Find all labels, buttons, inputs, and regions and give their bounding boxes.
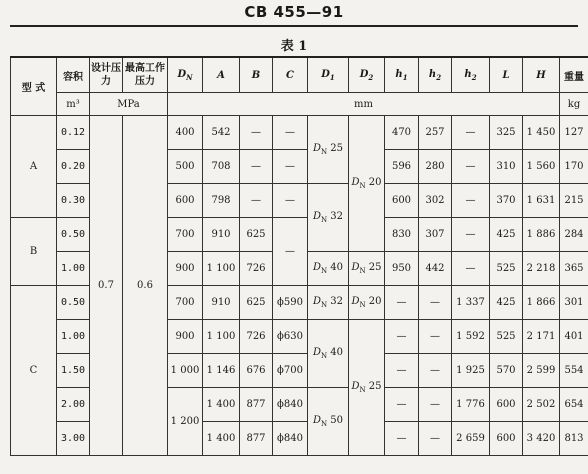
cell-d2: $D_N$ 20 xyxy=(349,286,385,320)
cell-dn: 700 xyxy=(168,286,203,320)
cell-dn: 1 000 xyxy=(168,354,203,388)
cell-h1: — xyxy=(385,422,419,456)
cell-a: 798 xyxy=(203,184,240,218)
header-volume: 容积 xyxy=(57,57,90,93)
top-rule xyxy=(10,25,578,27)
cell-weight: 654 xyxy=(560,388,588,422)
cell-h2a: 280 xyxy=(419,150,452,184)
unit-dims: mm xyxy=(168,93,560,116)
cell-d1: $D_N$ 32 xyxy=(308,184,349,252)
cell-weight: 284 xyxy=(560,218,588,252)
cell-volume: 1.00 xyxy=(57,320,90,354)
cell-c: ϕ700 xyxy=(273,354,308,388)
cell-h: 1 631 xyxy=(523,184,560,218)
cell-b: 625 xyxy=(240,286,273,320)
cell-h2a: 302 xyxy=(419,184,452,218)
header-h2b: $h_2$ xyxy=(452,57,490,93)
header-type: 型 式 xyxy=(11,57,57,116)
cell-h1: 596 xyxy=(385,150,419,184)
cell-h: 1 450 xyxy=(523,116,560,150)
cell-b: — xyxy=(240,150,273,184)
cell-b: — xyxy=(240,184,273,218)
cell-h1: — xyxy=(385,388,419,422)
cell-a: 1 146 xyxy=(203,354,240,388)
cell-volume: 0.50 xyxy=(57,218,90,252)
cell-h2b: — xyxy=(452,252,490,286)
design-pressure-value: 0.7 xyxy=(90,116,123,456)
header-l: L xyxy=(490,57,523,93)
cell-l: 425 xyxy=(490,218,523,252)
cell-weight: 554 xyxy=(560,354,588,388)
cell-h: 3 420 xyxy=(523,422,560,456)
cell-weight: 127 xyxy=(560,116,588,150)
header-row xyxy=(11,57,588,93)
cell-h: 1 886 xyxy=(523,218,560,252)
cell-l: 600 xyxy=(490,388,523,422)
cell-h2b: 2 659 xyxy=(452,422,490,456)
cell-c: — xyxy=(273,116,308,150)
cell-h2b: 1 776 xyxy=(452,388,490,422)
cell-h2b: — xyxy=(452,218,490,252)
cell-h1: 950 xyxy=(385,252,419,286)
cell-l: 600 xyxy=(490,422,523,456)
cell-h2b: — xyxy=(452,116,490,150)
cell-volume: 0.50 xyxy=(57,286,90,320)
unit-row xyxy=(11,93,588,116)
cell-volume: 0.30 xyxy=(57,184,90,218)
cell-volume: 3.00 xyxy=(57,422,90,456)
cell-a: 542 xyxy=(203,116,240,150)
cell-c: ϕ630 xyxy=(273,320,308,354)
cell-volume: 1.50 xyxy=(57,354,90,388)
cell-h1: 600 xyxy=(385,184,419,218)
cell-c: ϕ840 xyxy=(273,388,308,422)
cell-b: 877 xyxy=(240,422,273,456)
cell-h: 2 599 xyxy=(523,354,560,388)
header-h2a: $h_2$ xyxy=(419,57,452,93)
cell-h1: 470 xyxy=(385,116,419,150)
type-a: A xyxy=(11,116,57,218)
cell-c-merged: — xyxy=(273,218,308,286)
cell-weight: 813 xyxy=(560,422,588,456)
cell-h1: — xyxy=(385,354,419,388)
cell-l: 325 xyxy=(490,116,523,150)
header-c: C xyxy=(273,57,308,93)
unit-weight: kg xyxy=(560,93,588,116)
cell-volume: 0.20 xyxy=(57,150,90,184)
cell-l: 310 xyxy=(490,150,523,184)
cell-d2: $D_N$ 25 xyxy=(349,320,385,456)
cell-h2a: — xyxy=(419,320,452,354)
cell-h: 1 560 xyxy=(523,150,560,184)
cell-c: ϕ840 xyxy=(273,422,308,456)
cell-h2a: — xyxy=(419,422,452,456)
cell-b: 676 xyxy=(240,354,273,388)
cell-weight: 215 xyxy=(560,184,588,218)
header-design-pressure: 设计压力 xyxy=(90,57,123,93)
cell-a: 910 xyxy=(203,286,240,320)
cell-h: 2 171 xyxy=(523,320,560,354)
header-h1: $h_1$ xyxy=(385,57,419,93)
cell-a: 910 xyxy=(203,218,240,252)
spec-table xyxy=(10,56,588,456)
cell-l: 525 xyxy=(490,252,523,286)
header-b: B xyxy=(240,57,273,93)
header-max-pressure: 最高工作压力 xyxy=(123,57,168,93)
cell-h2a: — xyxy=(419,388,452,422)
cell-d1: $D_N$ 50 xyxy=(308,388,349,456)
cell-volume: 0.12 xyxy=(57,116,90,150)
cell-h2a: 442 xyxy=(419,252,452,286)
cell-l: 525 xyxy=(490,320,523,354)
table-title: 表 1 xyxy=(280,39,308,54)
header-h: H xyxy=(523,57,560,93)
cell-h2a: 257 xyxy=(419,116,452,150)
cell-a: 1 100 xyxy=(203,252,240,286)
cell-h2b: 1 925 xyxy=(452,354,490,388)
cell-b: 726 xyxy=(240,320,273,354)
header-d1: $D_1$ xyxy=(308,57,349,93)
cell-h1: — xyxy=(385,286,419,320)
cell-h2a: — xyxy=(419,354,452,388)
cell-b: 726 xyxy=(240,252,273,286)
cell-weight: 170 xyxy=(560,150,588,184)
header-dn: $D_N$ xyxy=(168,57,203,93)
unit-pressure: MPa xyxy=(90,93,168,116)
cell-h2a: 307 xyxy=(419,218,452,252)
cell-d1: $D_N$ 40 xyxy=(308,252,349,286)
cell-volume: 1.00 xyxy=(57,252,90,286)
cell-weight: 301 xyxy=(560,286,588,320)
cell-a: 1 400 xyxy=(203,388,240,422)
cell-weight: 401 xyxy=(560,320,588,354)
cell-l: 570 xyxy=(490,354,523,388)
cell-dn: 900 xyxy=(168,320,203,354)
cell-c: — xyxy=(273,150,308,184)
cell-h: 2 502 xyxy=(523,388,560,422)
cell-h2b: — xyxy=(452,150,490,184)
cell-h1: — xyxy=(385,320,419,354)
table-row xyxy=(11,116,588,150)
header-weight: 重量 xyxy=(560,57,588,93)
cell-weight: 365 xyxy=(560,252,588,286)
cell-h1: 830 xyxy=(385,218,419,252)
cell-a: 1 100 xyxy=(203,320,240,354)
cell-d2: $D_N$ 25 xyxy=(349,252,385,286)
header-a: A xyxy=(203,57,240,93)
cell-b: 625 xyxy=(240,218,273,252)
cell-l: 370 xyxy=(490,184,523,218)
cell-dn: 600 xyxy=(168,184,203,218)
cell-d1: $D_N$ 40 xyxy=(308,320,349,388)
type-b: B xyxy=(11,218,57,286)
cell-d1: $D_N$ 32 xyxy=(308,286,349,320)
type-c: C xyxy=(11,286,57,456)
cell-l: 425 xyxy=(490,286,523,320)
cell-dn: 900 xyxy=(168,252,203,286)
header-d2: $D_2$ xyxy=(349,57,385,93)
cell-dn: 1 200 xyxy=(168,388,203,456)
cell-c: ϕ590 xyxy=(273,286,308,320)
cell-d2: $D_N$ 20 xyxy=(349,116,385,252)
cell-d1: $D_N$ 25 xyxy=(308,116,349,184)
cell-h2b: 1 592 xyxy=(452,320,490,354)
cell-b: — xyxy=(240,116,273,150)
cell-dn: 700 xyxy=(168,218,203,252)
cell-dn: 500 xyxy=(168,150,203,184)
max-pressure-value: 0.6 xyxy=(123,116,168,456)
cell-h2b: 1 337 xyxy=(452,286,490,320)
cell-b: 877 xyxy=(240,388,273,422)
cell-h2a: — xyxy=(419,286,452,320)
cell-h: 2 218 xyxy=(523,252,560,286)
cell-c: — xyxy=(273,184,308,218)
cell-a: 1 400 xyxy=(203,422,240,456)
cell-a: 708 xyxy=(203,150,240,184)
document-title: CB 455—91 xyxy=(244,3,344,21)
cell-dn: 400 xyxy=(168,116,203,150)
cell-h2b: — xyxy=(452,184,490,218)
cell-volume: 2.00 xyxy=(57,388,90,422)
unit-volume: m³ xyxy=(57,93,90,116)
cell-h: 1 866 xyxy=(523,286,560,320)
